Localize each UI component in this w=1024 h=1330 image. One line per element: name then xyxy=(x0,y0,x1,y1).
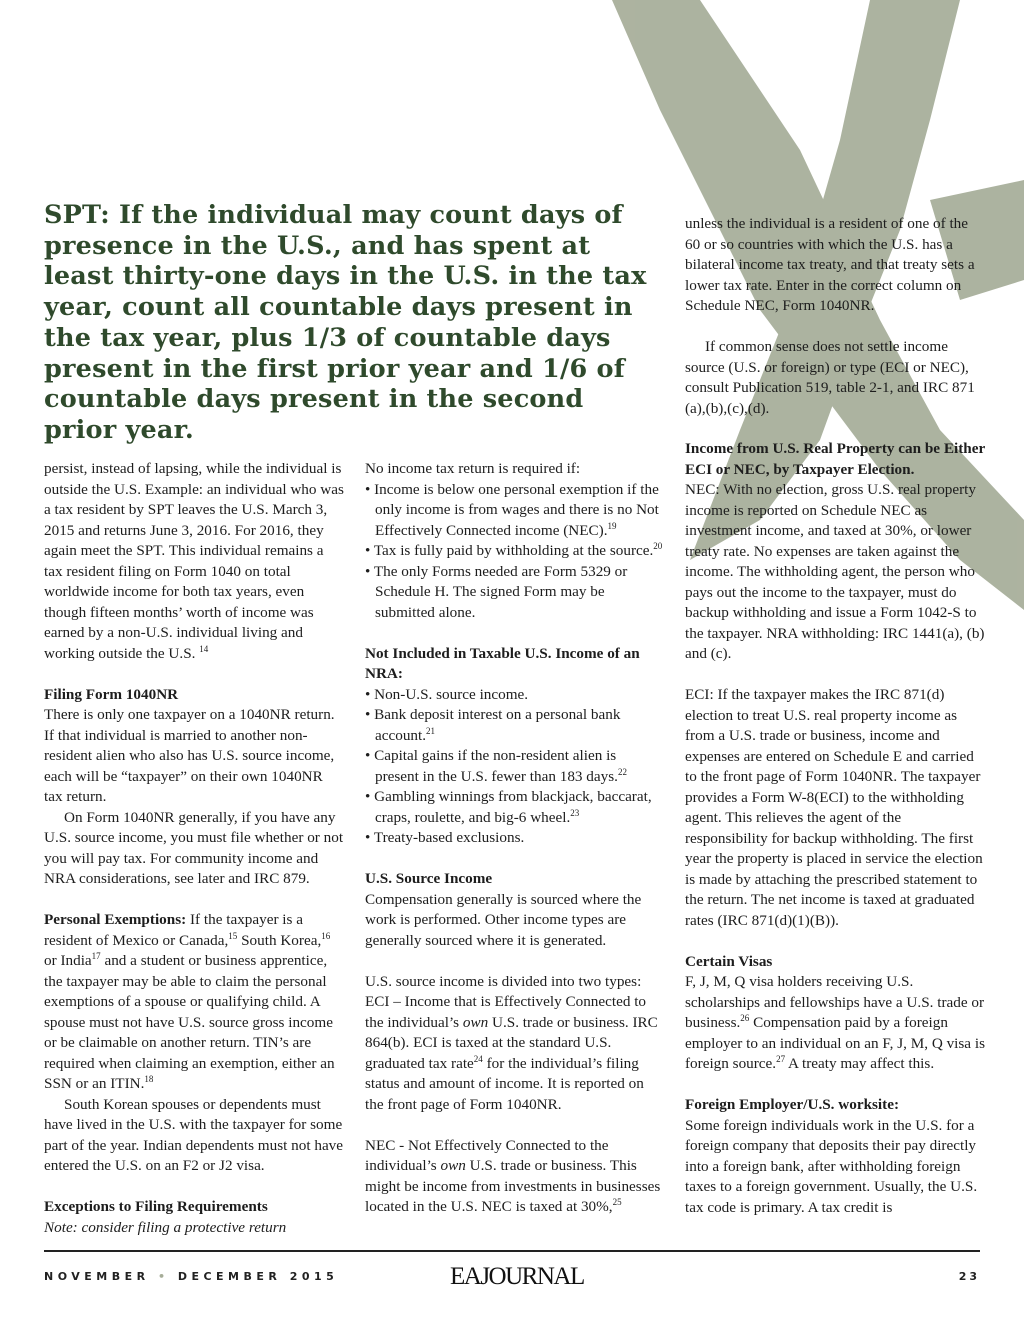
heading-us-source: U.S. Source Income xyxy=(365,870,493,887)
paragraph-spt-example: persist, instead of lapsing, while the individual is outside the U.S. Example: an individual who was a tax resident by SPT leaves the U.S. March 3, 2015 and returns June 3, 2016. For 2016, they again meet the SPT. This individual remains a tax resident filing on Form 1040 on total worldwide income for both tax years, even though fifteen months’ worth of income was earned by a non-U.S. individual living and working outside the U.S. $^{14}$ xyxy=(44,460,344,662)
paragraph-no-return: No income tax return is required if: xyxy=(365,460,581,477)
paragraph-eci: ECI – Income that is Effectively Connected to the individual’s own U.S. trade or business. IRC 864(b). ECI is taxed at the standard U.S. graduated tax rate$^{24}$ for the individual’s filing status and amount of income. It is reported on the front page of Form 1040NR. xyxy=(365,993,658,1113)
paragraph-nec-real: NEC: With no election, gross U.S. real property income is reported on Schedule NEC as investment income, and taxed at 30%, or lower treaty rate. No expenses are taken against the income. The withholding agent, the person who pays out the income to the taxpayer, must do backup withholding and issue a Form 1042-S to the taxpayer. NRA withholding: IRC 1441(a), (b) and (c). xyxy=(685,481,985,662)
heading-filing-form: Filing Form 1040NR xyxy=(44,685,179,703)
heading-not-included: Not Included in Taxable U.S. Income of an NRA: xyxy=(365,644,640,682)
list-item: • The only Forms needed are Form 5329 or Schedule H. The signed Form may be submitted alone. xyxy=(365,562,663,624)
paragraph-two-types: U.S. source income is divided into two types: xyxy=(365,972,642,990)
list-item: • Gambling winnings from blackjack, baccarat, craps, roulette, and big-6 wheel.$^{23}$ xyxy=(365,787,663,828)
list-item: • Capital gains if the non-resident alien is present in the U.S. fewer than 183 days.$^{22}$ xyxy=(365,746,663,787)
heading-certain-visas: Certain Visas xyxy=(685,952,773,970)
heading-foreign-employer: Foreign Employer/U.S. worksite: xyxy=(685,1096,900,1113)
pull-quote: SPT: If the individual may count days of presence in the U.S., and has spent at least thirty-one days in the U.S. in the tax year, count all countable days present in the tax year, plus 1/3 of countable days present in the first prior year and 1/6 of countable days present in the second prior year. xyxy=(44,200,647,445)
list-item: • Non-U.S. source income. xyxy=(365,685,663,706)
footer-rule xyxy=(44,1250,980,1252)
column-right xyxy=(685,439,985,1218)
column-middle xyxy=(365,459,663,1218)
note-protective-return: Note: consider filing a protective return xyxy=(44,1218,287,1236)
list-item: • Income is below one personal exemption if the only income is from wages and there is no Not Effectively Connected income (NEC).$^{19}$ xyxy=(365,480,663,542)
paragraph-common-sense: If common sense does not settle income source (U.S. or foreign) or type (ECI or NEC), consult Publication 519, table 2-1, and IRC 871 (a),(b),(c),(d). xyxy=(685,338,975,417)
journal-logo: EAJOURNAL xyxy=(450,1263,584,1290)
paragraph-south-korean: South Korean spouses or dependents must have lived in the U.S. with the taxpayer for some part of the year. Indian dependents must not have entered the U.S. on an F2 or J2 visa. xyxy=(44,1095,344,1174)
page-number: 23 xyxy=(958,1270,980,1283)
heading-exceptions: Exceptions to Filing Requirements xyxy=(44,1198,268,1215)
footer-date: NOVEMBER • DECEMBER 2015 xyxy=(44,1270,339,1283)
list-item: • Treaty-based exclusions. xyxy=(365,828,663,849)
paragraph-personal-exemptions: Personal Exemptions: If the taxpayer is a resident of Mexico or Canada,$^{15}$ South Korea,$^{16}$ or India$^{17}$ and a student or business apprentice, the taxpayer may be able to claim the personal exemptions of a spouse or qualifying child. A spouse must not have U.S. source gross income or be claimable on another return. TIN’s are required when claiming an exemption, either an SSN or an ITIN.$^{18}$ xyxy=(44,911,335,1092)
paragraph-visas: F, J, M, Q visa holders receiving U.S. scholarships and fellowships have a U.S. trade or business.$^{26}$ Compensation paid by a foreign employer to an individual on an F, J, M, Q visa is foreign source.$^{27}$ A treaty may affect this. xyxy=(685,973,985,1072)
paragraph-must-file: On Form 1040NR generally, if you have any U.S. source income, you must file whether or not you will pay tax. For community income and NRA considerations, see later and IRC 879. xyxy=(44,808,344,887)
list-item: • Bank deposit interest on a personal bank account.$^{21}$ xyxy=(365,705,663,746)
paragraph-eci-real: ECI: If the taxpayer makes the IRC 871(d) election to treat U.S. real property income as from a U.S. trade or business, income and expenses are entered on Schedule E and carried to the front page of Form 1040NR. The taxpayer provides a Form W-8(ECI) to the withholding agent. This relieves the agent of the responsibility for backup withholding. The first year the property is placed in service the election is made by attaching the prescribed statement to the return. The net income is taxed at graduated rates (IRC 871(d)(1)(B)). xyxy=(685,686,983,929)
paragraph-one-taxpayer: There is only one taxpayer on a 1040NR return. If that individual is married to another non-resident alien who also has U.S. source income, each will be “taxpayer” on their own 1040NR tax return. xyxy=(44,706,335,805)
heading-real-property: Income from U.S. Real Property can be Either ECI or NEC, by Taxpayer Election. xyxy=(685,440,985,478)
column-right-top xyxy=(685,214,985,419)
list-no-return xyxy=(365,480,663,624)
paragraph-compensation: Compensation generally is sourced where the work is performed. Other income types are generally sourced where it is generated. xyxy=(365,890,642,949)
paragraph-treaty: unless the individual is a resident of one of the 60 or so countries with which the U.S. has a bilateral income tax treaty, and that treaty sets a lower tax rate. Enter in the correct column on Schedule NEC, Form 1040NR. xyxy=(685,215,975,314)
list-item: • Tax is fully paid by withholding at the source.$^{20}$ xyxy=(365,541,663,562)
list-not-included xyxy=(365,685,663,849)
column-left xyxy=(44,459,344,1238)
paragraph-nec: NEC - Not Effectively Connected to the individual’s own U.S. trade or business. This might be income from investments in businesses located in the U.S. NEC is taxed at 30%,$^{25}$ xyxy=(365,1136,661,1215)
paragraph-foreign-employer: Some foreign individuals work in the U.S. for a foreign company that deposits their pay directly into a foreign bank, after withholding foreign taxes to a foreign government. Usually, the U.S. tax code is primary. A tax credit is xyxy=(685,1116,978,1216)
